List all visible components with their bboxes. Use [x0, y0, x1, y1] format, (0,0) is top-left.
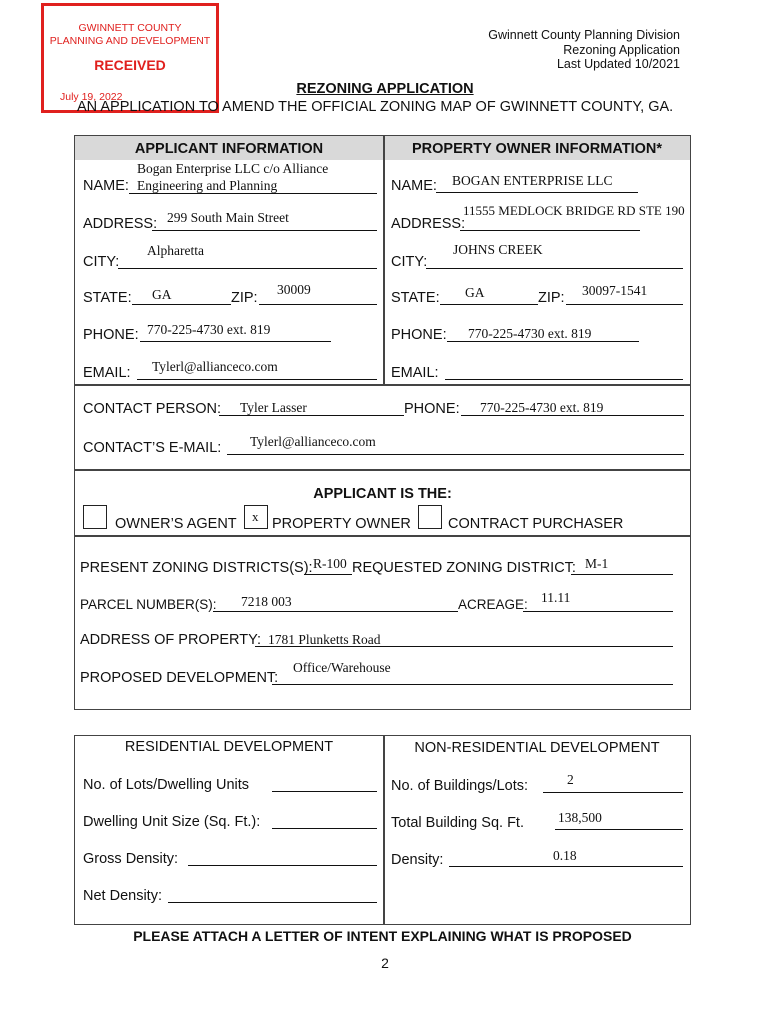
- lots-units-label: No. of Lots/Dwelling Units: [83, 777, 250, 793]
- applicant-zip-value: 30009: [277, 282, 311, 297]
- gross-density-label: Gross Density:: [83, 851, 179, 867]
- buildings-lots-value: 2: [567, 772, 574, 787]
- acreage-label: ACREAGE:: [458, 597, 528, 612]
- owners-agent-label: OWNER’S AGENT: [115, 516, 237, 532]
- division-name: Gwinnett County Planning Division: [488, 28, 680, 42]
- building-sqft-label: Total Building Sq. Ft.: [391, 815, 524, 831]
- applicant-email-value: Tylerl@allianceco.com: [152, 359, 278, 374]
- applicant-phone-value: 770-225-4730 ext. 819: [147, 322, 271, 337]
- owner-phone-label: PHONE:: [391, 327, 447, 343]
- applicant-name-line2: Engineering and Planning: [137, 178, 278, 193]
- requested-zoning-label: REQUESTED ZONING DISTRICT:: [352, 560, 576, 576]
- owner-name-field[interactable]: [436, 192, 638, 193]
- applicant-state-value: GA: [152, 287, 172, 302]
- acreage-value: 11.11: [541, 590, 571, 605]
- contact-person-label: CONTACT PERSON:: [83, 401, 222, 417]
- applicant-city-value: Alpharetta: [147, 243, 204, 258]
- page-title: REZONING APPLICATION: [296, 81, 474, 97]
- property-owner-label: PROPERTY OWNER: [272, 516, 411, 532]
- applicant-phone-label: PHONE:: [83, 327, 139, 343]
- applicant-zip-label: ZIP:: [231, 290, 258, 306]
- applicant-is-heading: APPLICANT IS THE:: [313, 486, 452, 502]
- nonresidential-heading: NON-RESIDENTIAL DEVELOPMENT: [414, 740, 660, 756]
- owner-address-value: 11555 MEDLOCK BRIDGE RD STE 190: [463, 203, 685, 218]
- owner-name-label: NAME:: [391, 178, 437, 194]
- unit-size-label: Dwelling Unit Size (Sq. Ft.):: [83, 814, 261, 830]
- net-density-label: Net Density:: [83, 888, 162, 904]
- present-zoning-field[interactable]: [304, 574, 352, 575]
- parcel-number-field[interactable]: [213, 611, 458, 612]
- owner-address-field[interactable]: [460, 230, 640, 231]
- owner-zip-field[interactable]: [566, 304, 683, 305]
- owner-zip-label: ZIP:: [538, 290, 565, 306]
- owner-state-field[interactable]: [440, 304, 538, 305]
- form-name: Rezoning Application: [563, 42, 680, 57]
- contact-person-value: Tyler Lasser: [240, 400, 307, 415]
- lots-units-field[interactable]: [272, 791, 377, 792]
- contact-phone-label: PHONE:: [404, 401, 460, 417]
- applicant-heading: APPLICANT INFORMATION: [134, 141, 324, 157]
- requested-zoning-value: M-1: [585, 556, 609, 571]
- owner-name-value: BOGAN ENTERPRISE LLC: [452, 173, 613, 188]
- contract-purchaser-label: CONTRACT PURCHASER: [448, 516, 624, 532]
- applicant-email-label: EMAIL:: [83, 365, 131, 381]
- stamp-org: GWINNETT COUNTY PLANNING AND DEVELOPMENT: [49, 22, 211, 47]
- header-right: [488, 28, 680, 72]
- contact-section: [74, 385, 691, 470]
- applicant-state-label: STATE:: [83, 290, 132, 306]
- last-updated: Last Updated 10/2021: [556, 57, 680, 71]
- parcel-number-value: 7218 003: [241, 594, 292, 609]
- gross-density-field[interactable]: [188, 865, 377, 866]
- buildings-lots-label: No. of Buildings/Lots:: [391, 778, 529, 794]
- applicant-address-label: ADDRESS:: [83, 216, 158, 232]
- owner-email-label: EMAIL:: [391, 365, 439, 381]
- contract-purchaser-checkbox[interactable]: [418, 505, 442, 529]
- present-zoning-label: PRESENT ZONING DISTRICTS(S):: [80, 560, 313, 576]
- owner-zip-value: 30097-1541: [582, 283, 648, 298]
- property-owner-check-mark: x: [252, 509, 259, 524]
- applicant-city-field[interactable]: [118, 268, 377, 269]
- property-address-label: ADDRESS OF PROPERTY:: [80, 632, 262, 648]
- column-divider: [383, 136, 385, 384]
- applicant-name-line1: Bogan Enterprise LLC c/o Alliance: [137, 161, 329, 176]
- parcel-number-label: PARCEL NUMBER(S):: [80, 597, 217, 612]
- owner-state-value: GA: [465, 285, 485, 300]
- page-number: 2: [381, 955, 389, 971]
- contact-email-field[interactable]: [227, 454, 684, 455]
- applicant-email-field[interactable]: [137, 379, 377, 380]
- owner-address-label: ADDRESS:: [391, 216, 466, 232]
- applicant-state-field[interactable]: [132, 304, 231, 305]
- contact-phone-value: 770-225-4730 ext. 819: [480, 400, 604, 415]
- building-sqft-value: 138,500: [558, 810, 602, 825]
- acreage-field[interactable]: [523, 611, 673, 612]
- owner-phone-value: 770-225-4730 ext. 819: [468, 326, 592, 341]
- development-divider: [383, 736, 385, 924]
- density-label: Density:: [391, 852, 444, 868]
- page-subtitle: AN APPLICATION TO AMEND THE OFFICIAL ZONING MAP OF GWINNETT COUNTY, GA.: [77, 99, 674, 115]
- property-address-value: 1781 Plunketts Road: [268, 632, 381, 647]
- building-sqft-field[interactable]: [555, 829, 683, 830]
- owner-state-label: STATE:: [391, 290, 440, 306]
- applicant-zip-field[interactable]: [259, 304, 377, 305]
- residential-heading: RESIDENTIAL DEVELOPMENT: [124, 739, 334, 755]
- proposed-development-label: PROPOSED DEVELOPMENT:: [80, 670, 279, 686]
- contact-email-value: Tylerl@allianceco.com: [250, 434, 376, 449]
- applicant-city-label: CITY:: [83, 254, 120, 270]
- buildings-lots-field[interactable]: [543, 792, 683, 793]
- applicant-type-divider: [74, 535, 691, 537]
- unit-size-field[interactable]: [272, 828, 377, 829]
- applicant-name-label: NAME:: [83, 178, 129, 194]
- owner-heading: PROPERTY OWNER INFORMATION*: [412, 141, 662, 157]
- proposed-development-value: Office/Warehouse: [293, 660, 391, 675]
- applicant-address-value: 299 South Main Street: [167, 210, 289, 225]
- stamp-date: July 19, 2022: [60, 91, 123, 103]
- applicant-address-field[interactable]: [152, 230, 377, 231]
- present-zoning-value: R-100: [313, 556, 347, 571]
- applicant-phone-field[interactable]: [140, 341, 331, 342]
- stamp-status: RECEIVED: [94, 57, 166, 73]
- density-field[interactable]: [449, 866, 683, 867]
- owner-city-value: JOHNS CREEK: [453, 242, 543, 257]
- owner-city-label: CITY:: [391, 254, 428, 270]
- owners-agent-checkbox[interactable]: [83, 505, 107, 529]
- net-density-field[interactable]: [168, 902, 377, 903]
- owner-city-field[interactable]: [426, 268, 683, 269]
- proposed-development-field[interactable]: [272, 684, 673, 685]
- owner-email-field[interactable]: [445, 379, 683, 380]
- letter-of-intent-note: PLEASE ATTACH A LETTER OF INTENT EXPLAINING WHAT IS PROPOSED: [133, 928, 632, 944]
- contact-email-label: CONTACT’S E-MAIL:: [83, 440, 222, 456]
- property-owner-checkbox[interactable]: [244, 505, 268, 529]
- density-value: 0.18: [553, 848, 577, 863]
- requested-zoning-field[interactable]: [571, 574, 673, 575]
